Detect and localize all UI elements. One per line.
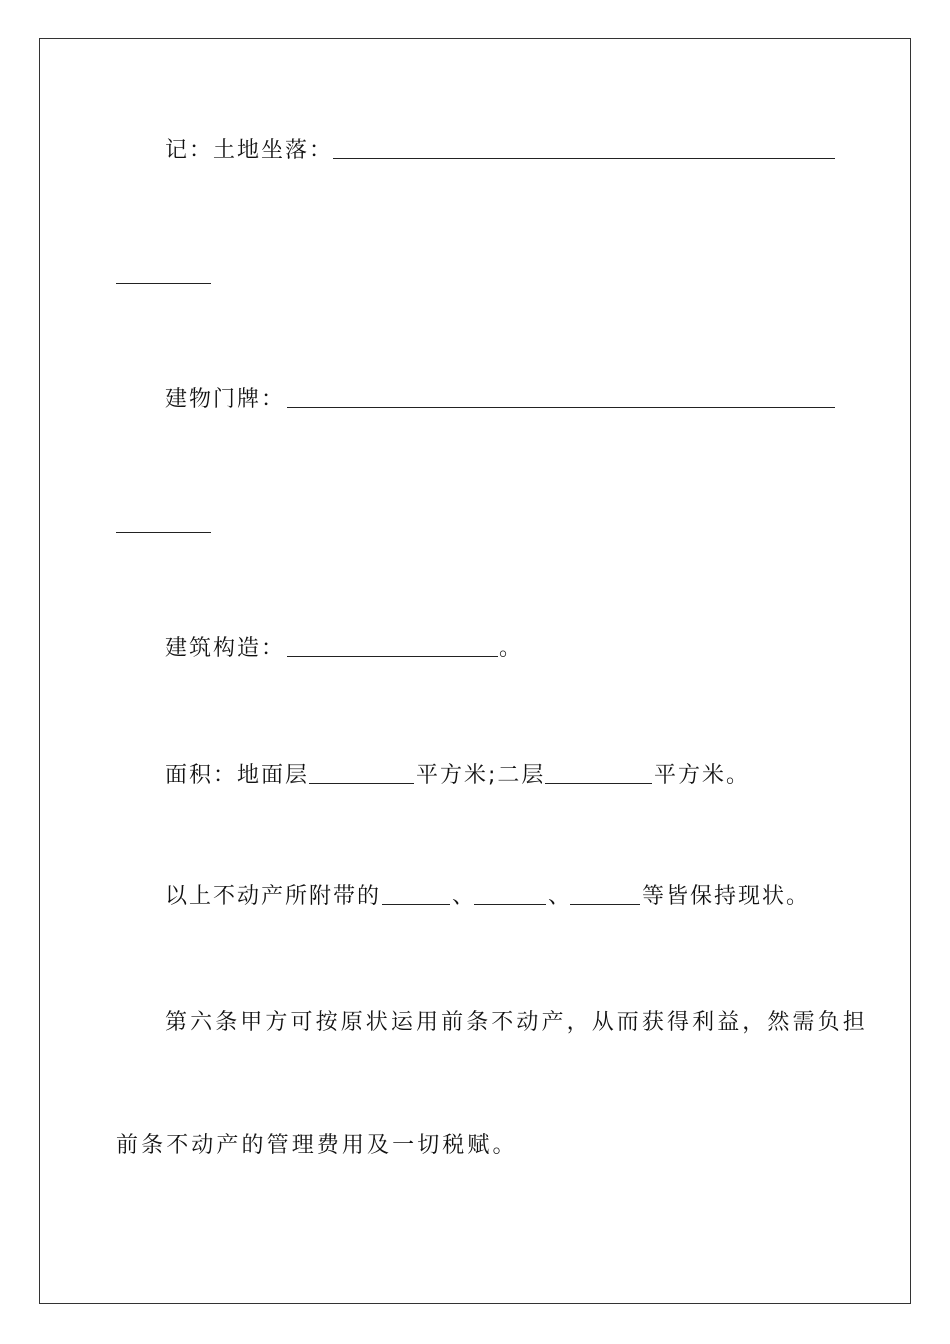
attached-item-3-blank: [570, 904, 640, 905]
attached-sep-1-text: [452, 882, 476, 912]
area-prefix-label: 面积：地面层: [165, 763, 310, 788]
article6-line1: [165, 1008, 868, 1038]
attached-sep-2: 、: [548, 884, 573, 909]
building-structure-period: 。: [499, 636, 524, 661]
attached-sep-2-text: [548, 882, 572, 912]
building-structure-blank: [287, 656, 498, 657]
article6-text-line1: 第六条甲方可按原状运用前条不动产，从而获得利益，然需负担: [165, 1010, 868, 1035]
area-unit-1-label: 平方米;二层: [416, 763, 546, 788]
ground-floor-area-blank: [309, 783, 414, 784]
land-location-blank-continued: [116, 283, 211, 284]
page-border: [39, 38, 911, 1304]
attached-suffix-text: [642, 882, 810, 912]
attached-sep-1: 、: [452, 884, 477, 909]
attached-item-1-blank: [382, 904, 450, 905]
attached-item-2-blank: [474, 904, 546, 905]
area-unit-2-label: 平方米。: [654, 763, 751, 788]
building-plate-line: [165, 385, 285, 415]
article6-text-line2: 前条不动产的管理费用及一切税赋。: [116, 1133, 518, 1158]
building-structure-end: [499, 634, 523, 664]
area-unit-1-text: [416, 761, 545, 791]
building-plate-blank: [287, 407, 835, 408]
article6-line2: [116, 1131, 518, 1161]
building-structure-line: [165, 634, 285, 664]
attached-prefix-label: 以上不动产所附带的: [165, 884, 382, 909]
second-floor-area-blank: [545, 783, 652, 784]
land-location-label: 记：土地坐落：: [165, 138, 334, 163]
area-prefix-text: [165, 761, 309, 791]
building-plate-blank-continued: [116, 532, 211, 533]
attached-prefix-text: [165, 882, 381, 912]
attached-suffix-label: 等皆保持现状。: [642, 884, 811, 909]
building-plate-label: 建物门牌：: [165, 387, 286, 412]
building-structure-label: 建筑构造：: [165, 636, 286, 661]
area-unit-2-text: [654, 761, 750, 791]
land-location-line: [165, 136, 333, 166]
land-location-blank: [333, 158, 835, 159]
